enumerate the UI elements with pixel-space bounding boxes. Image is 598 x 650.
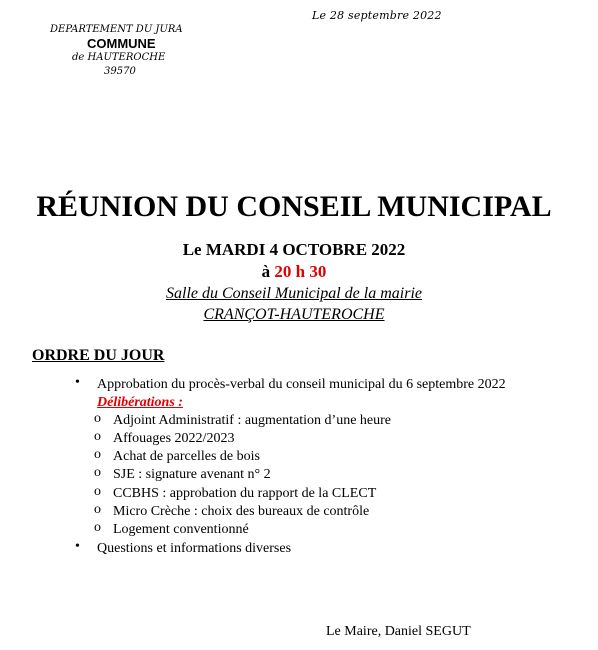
- meeting-time-prefix: à: [261, 262, 271, 281]
- commune-label: COMMUNE: [87, 36, 156, 51]
- commune-name: de HAUTEROCHE: [72, 52, 166, 63]
- deliberation-item: Achat de parcelles de bois: [113, 449, 260, 464]
- deliberation-item: CCBHS : approbation du rapport de la CLECT: [113, 486, 377, 501]
- letter-date: Le 28 septembre 2022: [312, 9, 442, 22]
- deliberation-item: Adjoint Administratif : augmentation d’une heure: [113, 413, 391, 428]
- deliberations-label: Délibérations :: [97, 395, 183, 410]
- sub-bullet-icon: o: [94, 465, 101, 480]
- agenda-item: Questions et informations diverses: [97, 541, 292, 556]
- deliberation-item: Micro Crèche : choix des bureaux de contrôle: [113, 504, 370, 519]
- bullet-icon: •: [75, 539, 80, 554]
- mayor-signature: Le Maire, Daniel SEGUT: [326, 624, 471, 639]
- document-title: RÉUNION DU CONSEIL MUNICIPAL: [36, 190, 552, 223]
- deliberation-item: Logement conventionné: [113, 522, 249, 537]
- sub-bullet-icon: o: [94, 484, 101, 499]
- deliberation-item: SJE : signature avenant n° 2: [113, 467, 271, 482]
- agenda-heading: ORDRE DU JOUR: [32, 347, 165, 364]
- meeting-date: Le MARDI 4 OCTOBRE 2022: [182, 240, 406, 259]
- sub-bullet-icon: o: [94, 447, 101, 462]
- agenda-item: Approbation du procès-verbal du conseil municipal du 6 septembre 2022: [97, 377, 506, 392]
- meeting-time: 20 h 30: [274, 262, 327, 281]
- sub-bullet-icon: o: [94, 520, 101, 535]
- department-name: DEPARTEMENT DU JURA: [50, 24, 183, 35]
- postal-code: 39570: [104, 66, 136, 77]
- sub-bullet-icon: o: [94, 429, 101, 444]
- sub-bullet-icon: o: [94, 502, 101, 517]
- bullet-icon: •: [75, 375, 80, 390]
- meeting-location-line2: CRANÇOT-HAUTEROCHE: [203, 306, 385, 323]
- sub-bullet-icon: o: [94, 411, 101, 426]
- meeting-location-line1: Salle du Conseil Municipal de la mairie: [166, 285, 422, 302]
- deliberation-item: Affouages 2022/2023: [113, 431, 235, 446]
- meeting-time-line: [0, 262, 588, 282]
